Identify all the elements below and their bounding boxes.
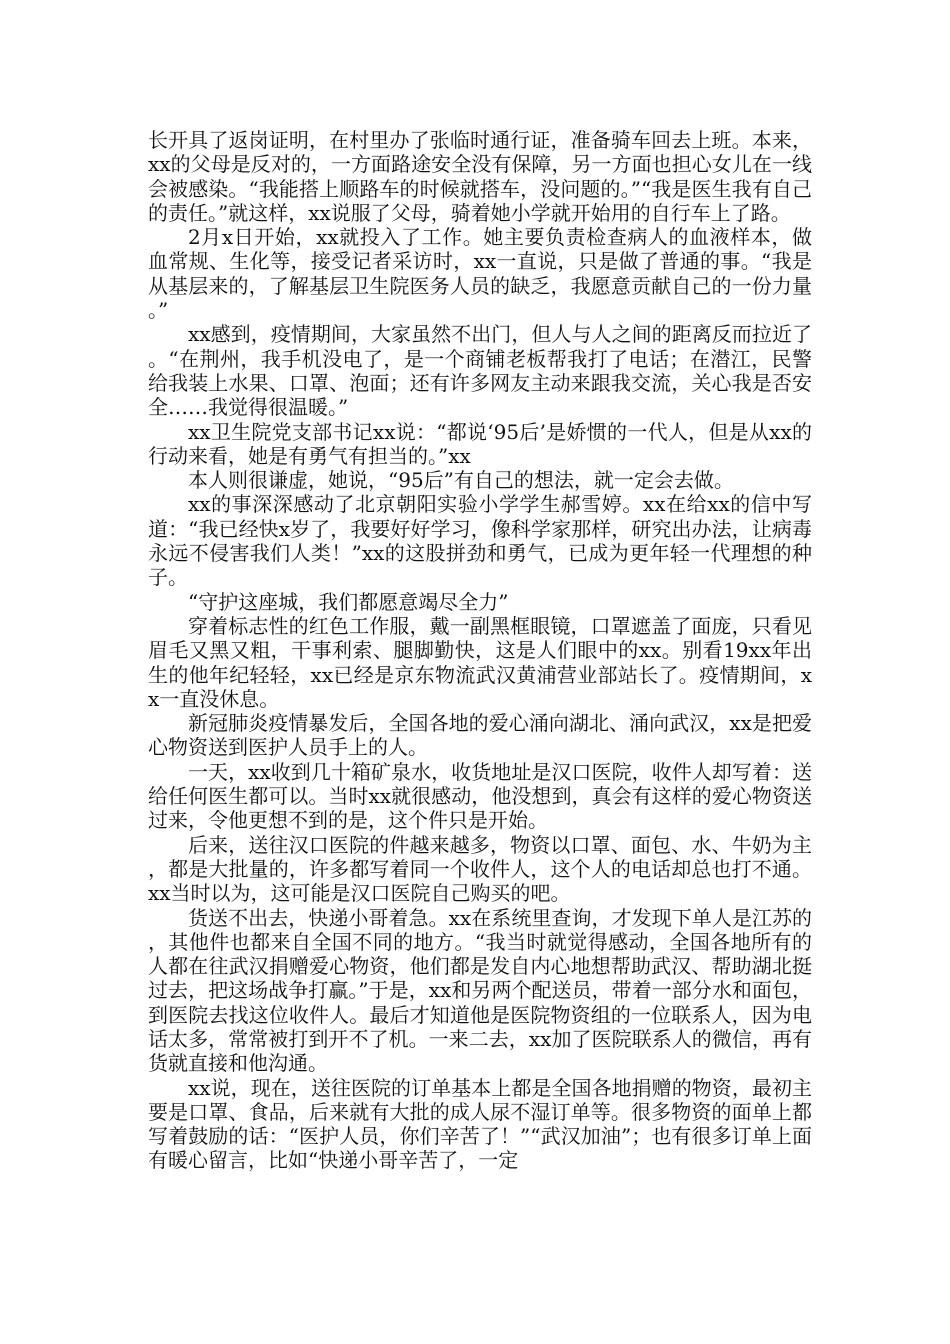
paragraph-8: 新冠肺炎疫情暴发后，全国各地的爱心涌向湖北、涌向武汉，xx是把爱心物资送到医护人员手上的人。 <box>148 711 812 760</box>
paragraph-10: 后来，送往汉口医院的件越来越多，物资以口罩、面包、水、牛奶为主，都是大批量的，许多都写着同一个收件人，这个人的电话却总也打不通。xx当时以为，这可能是汉口医院自己购买的吧。 <box>148 832 812 906</box>
paragraph-9: 一天，xx收到几十箱矿泉水，收货地址是汉口医院，收件人却写着：送给任何医生都可以。当时xx就很感动，他没想到，真会有这样的爱心物资送过来，令他更想不到的是，这个件只是开始。 <box>148 759 812 833</box>
paragraph-4: xx卫生院党支部书记xx说：“都说‘95后’是娇惯的一代人，但是从xx的行动来看，她是有勇气有担当的。”xx <box>148 419 812 468</box>
paragraph-1: 长开具了返岗证明，在村里办了张临时通行证，准备骑车回去上班。本来，xx的父母是反对的，一方面路途安全没有保障，另一方面也担心女儿在一线会被感染。“我能搭上顺路车的时候就搭车，没问题的。”“我是医生我有自己的责任。”就这样，xx说服了父母，骑着她小学就开始用的自行车上了路。 <box>148 128 812 225</box>
paragraph-7: 穿着标志性的红色工作服，戴一副黑框眼镜，口罩遮盖了面庞，只看见眉毛又黑又粗，干事利索、腿脚勤快，这是人们眼中的xx。别看19xx年出生的他年纪轻轻，xx已经是京东物流武汉黄浦营业部站长了。疫情期间，xx一直没休息。 <box>148 613 812 711</box>
paragraph-3: xx感到，疫情期间，大家虽然不出门，但人与人之间的距离反而拉近了。“在荆州，我手机没电了，是一个商铺老板帮我打了电话；在潜江，民警给我装上水果、口罩、泡面；还有许多网友主动来跟我交流，关心我是否安全……我觉得很温暖。” <box>148 322 812 420</box>
paragraph-6: xx的事深深感动了北京朝阳实验小学学生郝雪婷。xx在给xx的信中写道：“我已经快x岁了，我要好好学习，像科学家那样，研究出办法，让病毒永远不侵害我们人类！”xx的这股拼劲和勇气，已成为更年轻一代理想的种子。 <box>148 492 812 590</box>
paragraph-2: 2月x日开始，xx就投入了工作。她主要负责检查病人的血液样本，做血常规、生化等，接受记者采访时，xx一直说，只是做了普通的事。“我是从基层来的，了解基层卫生院医务人员的缺乏，我愿意贡献自己的一份力量。” <box>148 225 812 323</box>
paragraph-5: 本人则很谦虚，她说，“95后”有自己的想法，就一定会去做。 <box>188 468 734 493</box>
paragraph-11: 货送不出去，快递小哥着急。xx在系统里查询，才发现下单人是江苏的，其他件也都来自全国不同的地方。“我当时就觉得感动，全国各地所有的人都在往武汉捐赠爱心物资，他们都是发自内心地想帮助武汉、帮助湖北挺过去，把这场战争打赢。”于是，xx和另两个配送员，带着一部分水和面包，到医院去找这位收件人。最后才知道他是医院物资组的一位联系人，因为电话太多，常常被打到开不了机。一来二去，xx加了医院联系人的微信，再有货就直接和他沟通。 <box>148 905 812 1076</box>
document-page <box>148 128 812 1238</box>
paragraph-12: xx说，现在，送往医院的订单基本上都是全国各地捐赠的物资，最初主要是口罩、食品，后来就有大批的成人尿不湿订单等。很多物资的面单上都写着鼓励的话：“医护人员，你们辛苦了！”“武汉加油”；也有很多订单上面有暖心留言，比如“快递小哥辛苦了，一定 <box>148 1075 812 1173</box>
section-heading: “守护这座城，我们都愿意竭尽全力” <box>188 589 509 614</box>
